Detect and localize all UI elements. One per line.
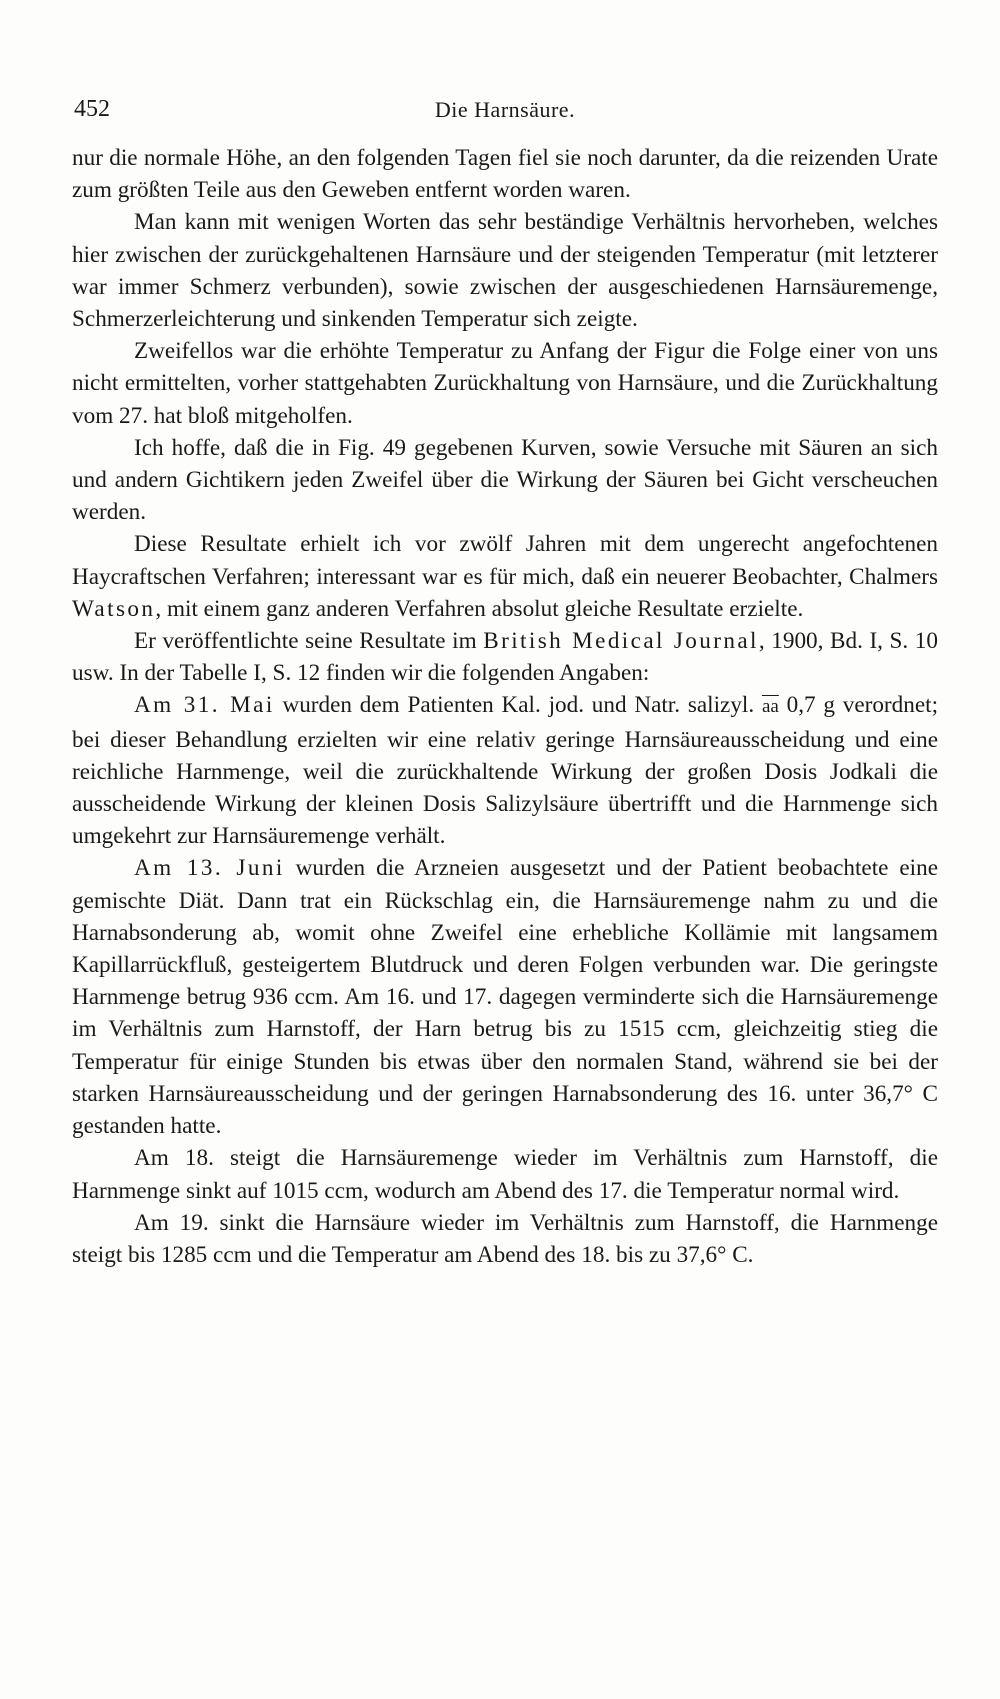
page-number: 452: [74, 96, 110, 122]
paragraph-text: , mit einem ganz anderen Verfahren absolut gleiche Resultate erzielte.: [155, 595, 804, 622]
date-emphasis: Am 13. Juni: [134, 855, 285, 882]
paragraph-text: Diese Resultate erhielt ich vor zwölf Jahren mit dem ungerecht angefochtenen Haycraftschen Verfahren; interessant war es für mich, daß ein neuerer Beobachter, Chalmers: [72, 531, 938, 590]
paragraph: [72, 528, 938, 625]
paragraph: Zweifellos war die erhöhte Temperatur zu Anfang der Figur die Folge einer von uns nicht ermittelten, vorher stattgehabten Zurückhaltung von Harnsäure, und die Zurückhaltung vom 27. hat bloß mitgeholfen.: [72, 338, 938, 429]
paragraph: Am 18. steigt die Harnsäuremenge wieder im Verhältnis zum Harnstoff, die Harnmenge sinkt auf 1015 ccm, wodurch am Abend des 17. die Temperatur normal wird.: [72, 1145, 938, 1204]
page-header: [72, 96, 938, 126]
paragraph-text: wurden dem Patienten Kal. jod. und Natr. salizyl.: [282, 692, 755, 719]
paragraph: [72, 852, 938, 1142]
paragraph-text: Er veröffentlichte seine Resultate im: [134, 628, 477, 655]
paragraph: [72, 689, 938, 852]
date-emphasis: Am 31. Mai: [134, 692, 275, 719]
running-title: Die Harnsäure.: [434, 97, 576, 122]
paragraph: [72, 625, 938, 689]
dosage-symbol: $\overline{aa}$: [761, 696, 779, 718]
body-text: [72, 142, 938, 1271]
journal-name: British Medical Journal: [483, 628, 759, 655]
paragraph: nur die normale Höhe, an den folgenden Tagen fiel sie noch darunter, da die reizenden Urate zum größten Teile aus den Geweben entfernt worden waren.: [72, 145, 938, 204]
paragraph-text: wurden die Arzneien ausgesetzt und der Patient beobachtete eine gemischte Diät. Dann trat ein Rückschlag ein, die Harnsäuremenge nahm zu und die Harnabsonderung ab, womit ohne Zweifel eine erhebliche Kollämie mit langsamem Kapillarrückfluß, gesteigertem Blutdruck und deren Folgen verbunden war. Die geringste Harnmenge betrug 936 ccm. Am 16. und 17. dagegen verminderte sich die Harnsäuremenge im Verhältnis zum Harnstoff, der Harn betrug bis zu 1515 ccm, gleichzeitig stieg die Temperatur für einige Stunden bis etwas über den normalen Stand, während sie bei der starken Harnsäureausscheidung und der geringen Harnabsonderung des 16. unter 36,7° C gestanden hatte.: [72, 855, 938, 1140]
paragraph-text: 0,7 g verordnet; bei dieser Behandlung erzielten wir eine relativ geringe Harnsäureausscheidung und eine reichliche Harnmenge, weil die zurückhaltende Wirkung der großen Dosis Jodkali die ausscheidende Wirkung der kleinen Dosis Salizylsäure übertrifft und die Harnmenge sich umgekehrt zur Harnsäuremenge verhält.: [72, 692, 939, 850]
paragraph: Man kann mit wenigen Worten das sehr beständige Verhältnis hervorheben, welches hier zwischen der zurückgehaltenen Harnsäure und der steigenden Temperatur (mit letzterer war immer Schmerz verbunden), sowie zwischen der ausgeschiedenen Harnsäuremenge, Schmerzerleichterung und sinkenden Temperatur sich zeigte.: [72, 209, 938, 333]
author-name: Watson: [72, 595, 156, 622]
paragraph: Am 19. sinkt die Harnsäure wieder im Verhältnis zum Harnstoff, die Harnmenge steigt bis 1285 ccm und die Temperatur am Abend des 18. bis zu 37,6° C.: [72, 1209, 938, 1268]
paragraph: Ich hoffe, daß die in Fig. 49 gegebenen Kurven, sowie Versuche mit Säuren an sich und andern Gichtikern jeden Zweifel über die Wirkung der Säuren bei Gicht verscheuchen werden.: [72, 434, 938, 526]
paragraph-text: , 1900, Bd. I, S. 10 usw. In der Tabelle I, S. 12 finden wir die folgenden Angaben:: [72, 628, 938, 687]
